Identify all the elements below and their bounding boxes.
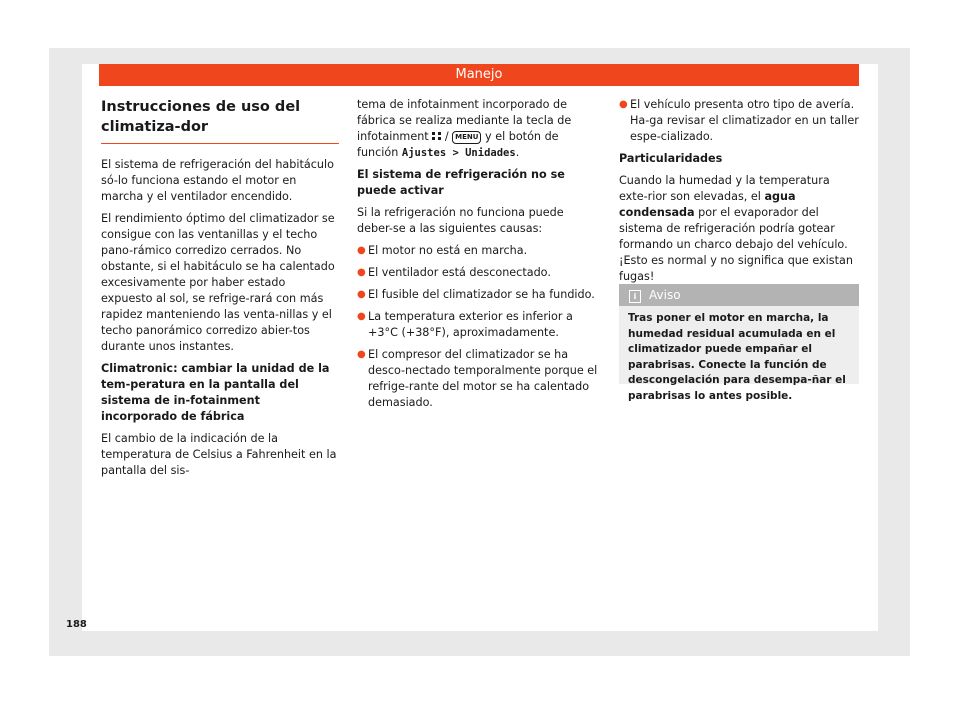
info-icon: i xyxy=(629,290,641,303)
list-item xyxy=(357,265,601,281)
paragraph xyxy=(619,173,859,285)
list-item-text: El motor no está en marcha. xyxy=(368,244,528,257)
subheading: Particularidades xyxy=(619,152,723,165)
section-title: Instrucciones de uso del climatiza-dor xyxy=(101,97,339,144)
notice-box xyxy=(619,284,859,402)
column-3 xyxy=(619,97,859,291)
list-item-text: El fusible del climatizador se ha fundido. xyxy=(368,288,595,301)
text-span: Cuando la humedad y la temperatura exte-rior son elevadas, el xyxy=(619,174,830,203)
column-2 xyxy=(357,97,601,417)
bullet-icon: ● xyxy=(357,245,366,256)
text-span: . xyxy=(515,146,520,159)
bullet-icon: ● xyxy=(357,311,366,322)
column-1 xyxy=(101,97,339,485)
list-item-text: El ventilador está desconectado. xyxy=(368,266,551,279)
bullet-icon: ● xyxy=(357,267,366,278)
paragraph: El rendimiento óptimo del climatizador se consigue con las ventanillas y el techo pano-rámico corredizo cerrados. No obstante, si el habitáculo se ha calentado excesivamente por haber estado expuesto al sol, se refrige-rará con más rapidez manteniendo las venta-nillas y el techo panorámico corredizo abier-tos durante unos instantes. xyxy=(101,212,335,353)
notice-text: Tras poner el motor en marcha, la humedad residual acumulada en el climatizador puede empañar el parabrisas. Conecte la función de descongelación para desempa-ñar el parabrisas lo antes posible. xyxy=(628,312,846,402)
paragraph: Si la refrigeración no funciona puede deber-se a las siguientes causas: xyxy=(357,206,564,235)
menu-key-icon: MENU xyxy=(452,131,481,144)
paragraph: El sistema de refrigeración del habitáculo só-lo funciona estando el motor en marcha y el ventilador encendido. xyxy=(101,158,334,203)
emphasis-text: agua condensada xyxy=(619,190,796,219)
notice-title: Aviso xyxy=(649,288,681,302)
list-item xyxy=(357,243,601,259)
list-item-text: La temperatura exterior es inferior a +3°C (+38°F), aproximadamente. xyxy=(368,310,573,339)
list-item-text: El vehículo presenta otro tipo de avería. Ha-ga revisar el climatizador en un taller espe-cializado. xyxy=(630,98,859,143)
bullet-icon: ● xyxy=(357,289,366,300)
slash-text: / xyxy=(444,130,449,143)
text-span: tema de infotainment incorporado de fábrica se realiza mediante la tecla de infotainment xyxy=(357,98,572,143)
notice-header xyxy=(619,284,859,306)
subheading: El sistema de refrigeración no se puede activar xyxy=(357,168,565,197)
paragraph: El cambio de la indicación de la temperatura de Celsius a Fahrenheit en la pantalla del sis- xyxy=(101,432,337,477)
page-number: 188 xyxy=(66,619,87,630)
list-item xyxy=(357,347,601,411)
list-item xyxy=(357,309,601,341)
bullet-icon: ● xyxy=(619,99,628,110)
settings-path: Ajustes > Unidades xyxy=(401,147,516,159)
list-item xyxy=(357,287,601,303)
cause-list xyxy=(357,243,601,411)
paragraph xyxy=(357,97,601,161)
list-item-text: El compresor del climatizador se ha desco-nectado temporalmente porque el refrige-rante del motor se ha calentado demasiado. xyxy=(368,348,598,409)
bullet-icon: ● xyxy=(357,349,366,360)
text-span: y el botón de función xyxy=(357,130,559,159)
text-span: por el evaporador del sistema de refrigeración podría gotear formando un charco debajo del vehículo. ¡Esto es normal y no significa que existan fugas! xyxy=(619,206,853,283)
section-header: Manejo xyxy=(99,64,859,86)
subheading: Climatronic: cambiar la unidad de la tem-peratura en la pantalla del sistema de in-fotainment incorporado de fábrica xyxy=(101,362,330,423)
list-item xyxy=(619,97,859,145)
cause-list-continued xyxy=(619,97,859,145)
apps-icon xyxy=(432,132,441,140)
